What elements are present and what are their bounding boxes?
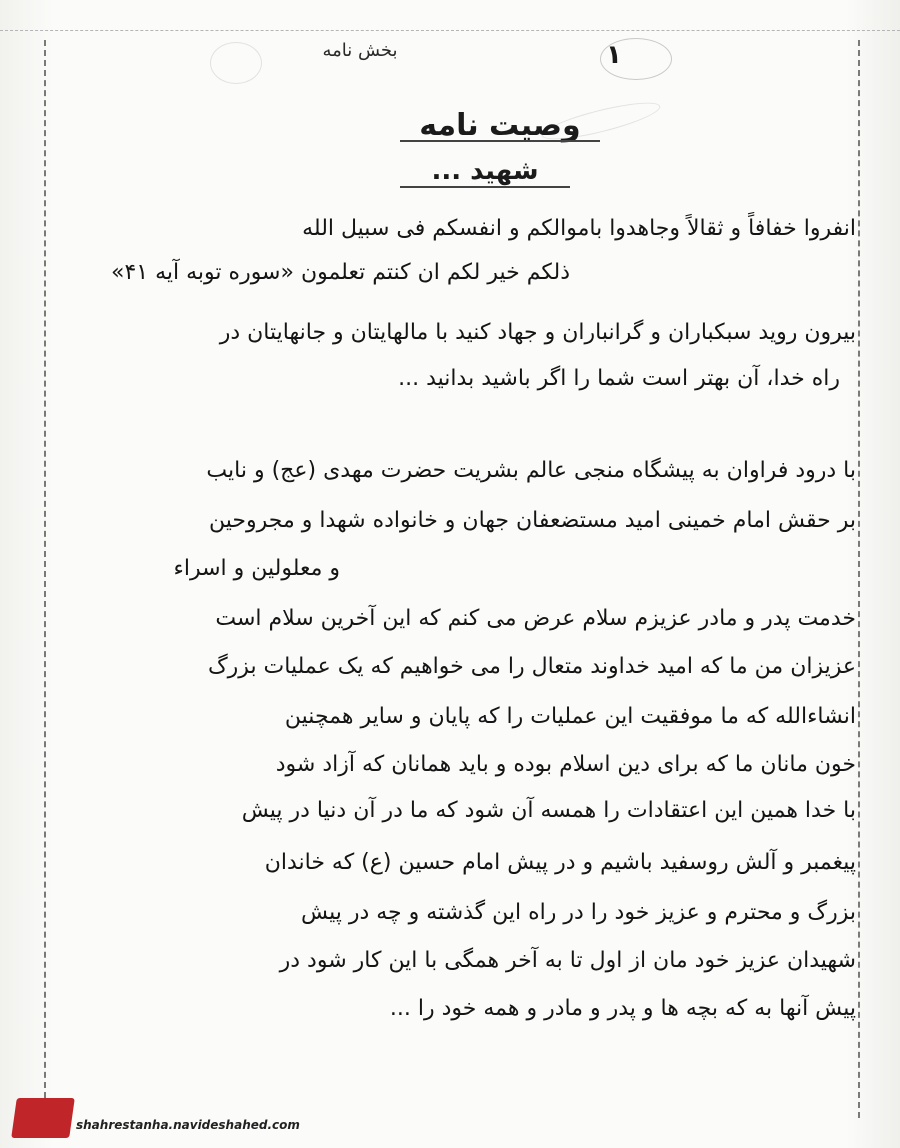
body-line: با درود فراوان به پیشگاه منجی عالم بشریت حضرت مهدی (عج) و نایب (206, 458, 856, 483)
left-margin-line (44, 40, 46, 1118)
header-text: بخش نامه (322, 40, 398, 61)
body-line: عزیزان من ما که امید خداوند متعال را می خواهیم که یک عملیات بزرگ (207, 654, 856, 679)
site-watermark (14, 1098, 300, 1140)
body-line: راه خدا، آن بهتر است شما را اگر باشید بدانید ... (398, 366, 840, 391)
body-line: شهیدان عزیز خود مان از اول تا به آخر همگی با این کار شود در (279, 948, 856, 973)
watermark-logo-icon (11, 1098, 75, 1138)
title-underline (400, 140, 600, 142)
watermark-site-url: shahrestanha.navideshahed.com (76, 1118, 300, 1132)
body-line: خدمت پدر و مادر عزیزم سلام عرض می کنم که این آخرین سلام است (215, 606, 856, 631)
body-line: ذلکم خیر لکم ان کنتم تعلمون «سوره توبه آیه ۴۱» (111, 260, 570, 285)
body-line: و معلولین و اسراء (173, 556, 340, 581)
body-line: بزرگ و محترم و عزیز خود را در راه این گذشته و چه در پیش (301, 900, 856, 925)
body-line: پیش آنها به که بچه ها و پدر و مادر و همه خود را ... (389, 996, 856, 1021)
body-line: پیغمبر و آلش روسفید باشیم و در پیش امام حسین (ع) که خاندان (264, 850, 856, 875)
subtitle-underline (400, 186, 570, 188)
document-subtitle: شهید ... (431, 156, 539, 186)
scan-smudge (210, 42, 262, 84)
body-line: خون مانان ما که برای دین اسلام بوده و باید همانان که آزاد شود (275, 752, 856, 777)
page-number: ۱ (606, 40, 622, 70)
body-line: بر حقش امام خمینی امید مستضعفان جهان و خانواده شهدا و مجروحین (209, 508, 856, 533)
document-title: وصیت نامه (419, 108, 581, 143)
body-line: انفروا خفافاً و ثقالاً وجاهدوا باموالکم و انفسکم فی سبیل الله (302, 216, 856, 241)
page-top-edge (0, 30, 900, 31)
body-line: انشاءالله که ما موفقیت این عملیات را که پایان و سایر همچنین (284, 704, 856, 729)
body-line: با خدا همین این اعتقادات را همسه آن شود که ما در آن دنیا در پیش (241, 798, 856, 823)
right-margin-line (858, 40, 860, 1118)
body-line: بیرون روید سبکباران و گرانباران و جهاد کنید با مالهایتان و جانهایتان در (219, 320, 856, 345)
